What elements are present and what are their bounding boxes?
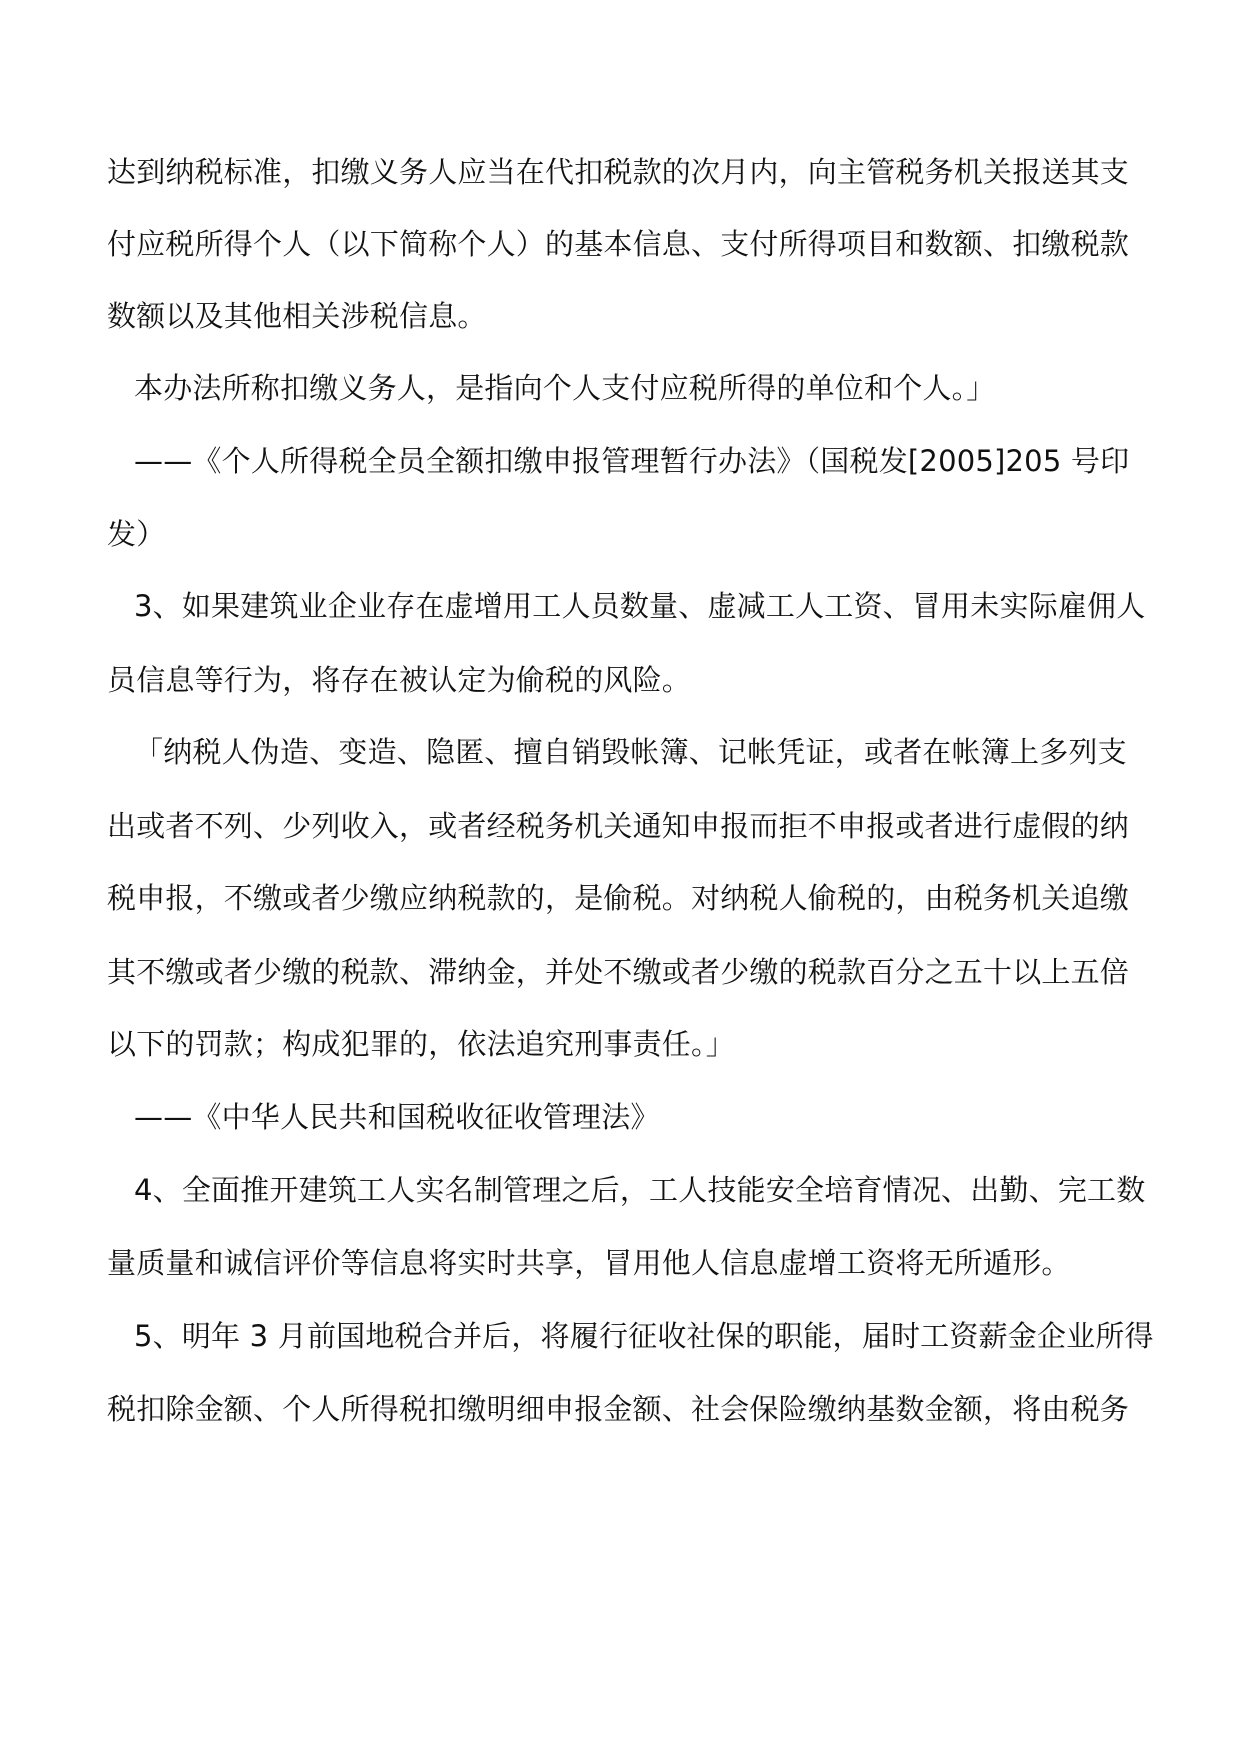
quote-line: 「纳税人伪造、变造、隐匿、擅自销毁帐簿、记帐凭证，或者在帐簿上多列支 (134, 735, 1127, 769)
text-line: 发） (107, 517, 166, 551)
text-line: 达到纳税标准，扣缴义务人应当在代扣税款的次月内，向主管税务机关报送其支 (107, 155, 1130, 189)
text-line: 5、明年 3 月前国地税合并后，将履行征收社保的职能，届时工资薪金企业所得 (134, 1319, 1154, 1353)
citation-line: ——《中华人民共和国税收征收管理法》 (134, 1100, 660, 1134)
text-line: 4、全面推开建筑工人实名制管理之后，工人技能安全培育情况、出勤、完工数 (134, 1173, 1146, 1207)
quote-line: 税申报，不缴或者少缴应纳税款的，是偷税。对纳税人偷税的，由税务机关追缴 (107, 881, 1130, 915)
citation-line: ——《个人所得税全员全额扣缴申报管理暂行办法》（国税发[2005]205 号印 (134, 444, 1130, 478)
text-line: 税扣除金额、个人所得税扣缴明细申报金额、社会保险缴纳基数金额，将由税务 (107, 1392, 1130, 1426)
text-line: 员信息等行为，将存在被认定为偷税的风险。 (107, 663, 692, 697)
text-line: 数额以及其他相关涉税信息。 (107, 299, 487, 333)
quote-line: 出或者不列、少列收入，或者经税务机关通知申报而拒不申报或者进行虚假的纳 (107, 809, 1130, 843)
text-line: 本办法所称扣缴义务人，是指向个人支付应税所得的单位和个人。」 (134, 371, 996, 405)
text-line: 量质量和诚信评价等信息将实时共享，冒用他人信息虚增工资将无所遁形。 (107, 1246, 1071, 1280)
text-line: 3、如果建筑业企业存在虚增用工人员数量、虚减工人工资、冒用未实际雇佣人 (134, 589, 1146, 623)
quote-line: 其不缴或者少缴的税款、滞纳金，并处不缴或者少缴的税款百分之五十以上五倍 (107, 955, 1130, 989)
text-line: 付应税所得个人（以下简称个人）的基本信息、支付所得项目和数额、扣缴税款 (107, 227, 1130, 261)
quote-line: 以下的罚款；构成犯罪的，依法追究刑事责任。」 (107, 1027, 735, 1061)
